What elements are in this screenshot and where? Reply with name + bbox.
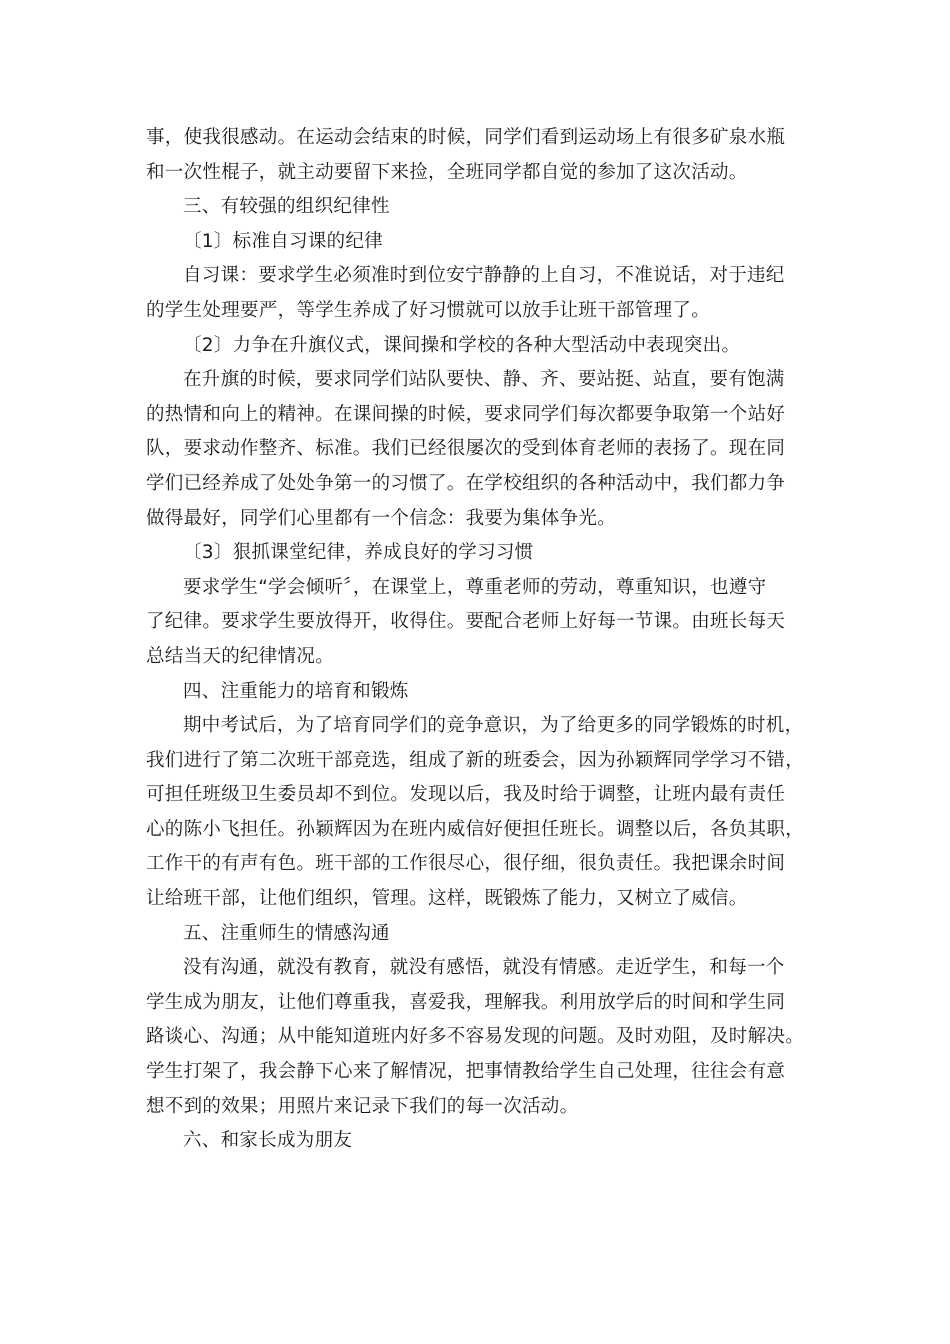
text-line: 心的陈小飞担任。孙颖辉因为在班内威信好便担任班长。调整以后，各负其职，	[146, 818, 805, 840]
text-line: 在升旗的时候，要求同学们站队要快、静、齐、要站挺、站直，要有饱满	[183, 369, 785, 391]
text-line: 五、注重师生的情感沟通	[183, 922, 390, 944]
text-line: 工作干的有声有色。班干部的工作很尽心，很仔细，很负责任。我把课余时间	[146, 853, 786, 875]
text-line: 〔2〕力争在升旗仪式，课间操和学校的各种大型活动中表现突出。	[183, 334, 741, 356]
text-line: 了纪律。要求学生要放得开，收得住。要配合老师上好每一节课。由班长每天	[146, 611, 786, 633]
text-line: 自习课：要求学生必须准时到位安宁静静的上自习，不准说话，对于违纪	[183, 265, 785, 287]
text-line: 我们进行了第二次班干部竞选，组成了新的班委会，因为孙颖辉同学学习不错，	[146, 749, 805, 771]
text-line: 学们已经养成了处处争第一的习惯了。在学校组织的各种活动中，我们都力争	[146, 472, 786, 494]
text-line: 六、和家长成为朋友	[183, 1130, 353, 1152]
text-line: 学生打架了，我会静下心来了解情况，把事情教给学生自己处理，往往会有意	[146, 1061, 786, 1083]
text-line: 三、有较强的组织纪律性	[183, 196, 390, 218]
text-line: 队，要求动作整齐、标准。我们已经很屡次的受到体育老师的表扬了。现在同	[146, 438, 786, 460]
text-line: 事，使我很感动。在运动会结束的时候，同学们看到运动场上有很多矿泉水瓶	[146, 127, 786, 148]
text-line: 〔3〕狠抓课堂纪律，养成良好的学习习惯	[183, 542, 534, 564]
text-line: 要求学生“学会倾听〞，在课堂上，尊重老师的劳动，尊重知识，也遵守	[183, 576, 767, 598]
text-line: 四、注重能力的培育和锻炼	[183, 680, 409, 702]
text-line: 总结当天的纪律情况。	[146, 645, 335, 667]
text-line: 想不到的效果；用照片来记录下我们的每一次活动。	[146, 1095, 579, 1117]
text-line: 的热情和向上的精神。在课间操的时候，要求同学们每次都要争取第一个站好	[146, 403, 786, 425]
text-line: 做得最好，同学们心里都有一个信念：我要为集体争光。	[146, 507, 617, 529]
text-line: 和一次性棍子，就主动要留下来捡，全班同学都自觉的参加了这次活动。	[146, 161, 748, 183]
text-line: 没有沟通，就没有教育，就没有感悟，就没有情感。走近学生，和每一个	[183, 957, 785, 979]
text-line: 期中考试后，为了培育同学们的竞争意识，为了给更多的同学锻炼的时机，	[183, 715, 804, 737]
text-line: 让给班干部，让他们组织，管理。这样，既锻炼了能力，又树立了威信。	[146, 888, 748, 910]
text-line: 学生成为朋友，让他们尊重我，喜爱我，理解我。利用放学后的时间和学生同	[146, 991, 786, 1013]
text-line: 的学生处理要严，等学生养成了好习惯就可以放手让班干部管理了。	[146, 299, 711, 321]
text-line: 可担任班级卫生委员却不到位。发现以后，我及时给于调整，让班内最有责任	[146, 784, 786, 806]
document-body	[146, 121, 812, 1159]
text-line: 路谈心、沟通；从中能知道班内好多不容易发现的问题。及时劝阻，及时解决。	[146, 1026, 805, 1048]
text-line: 〔1〕标准自习课的纪律	[183, 230, 384, 252]
